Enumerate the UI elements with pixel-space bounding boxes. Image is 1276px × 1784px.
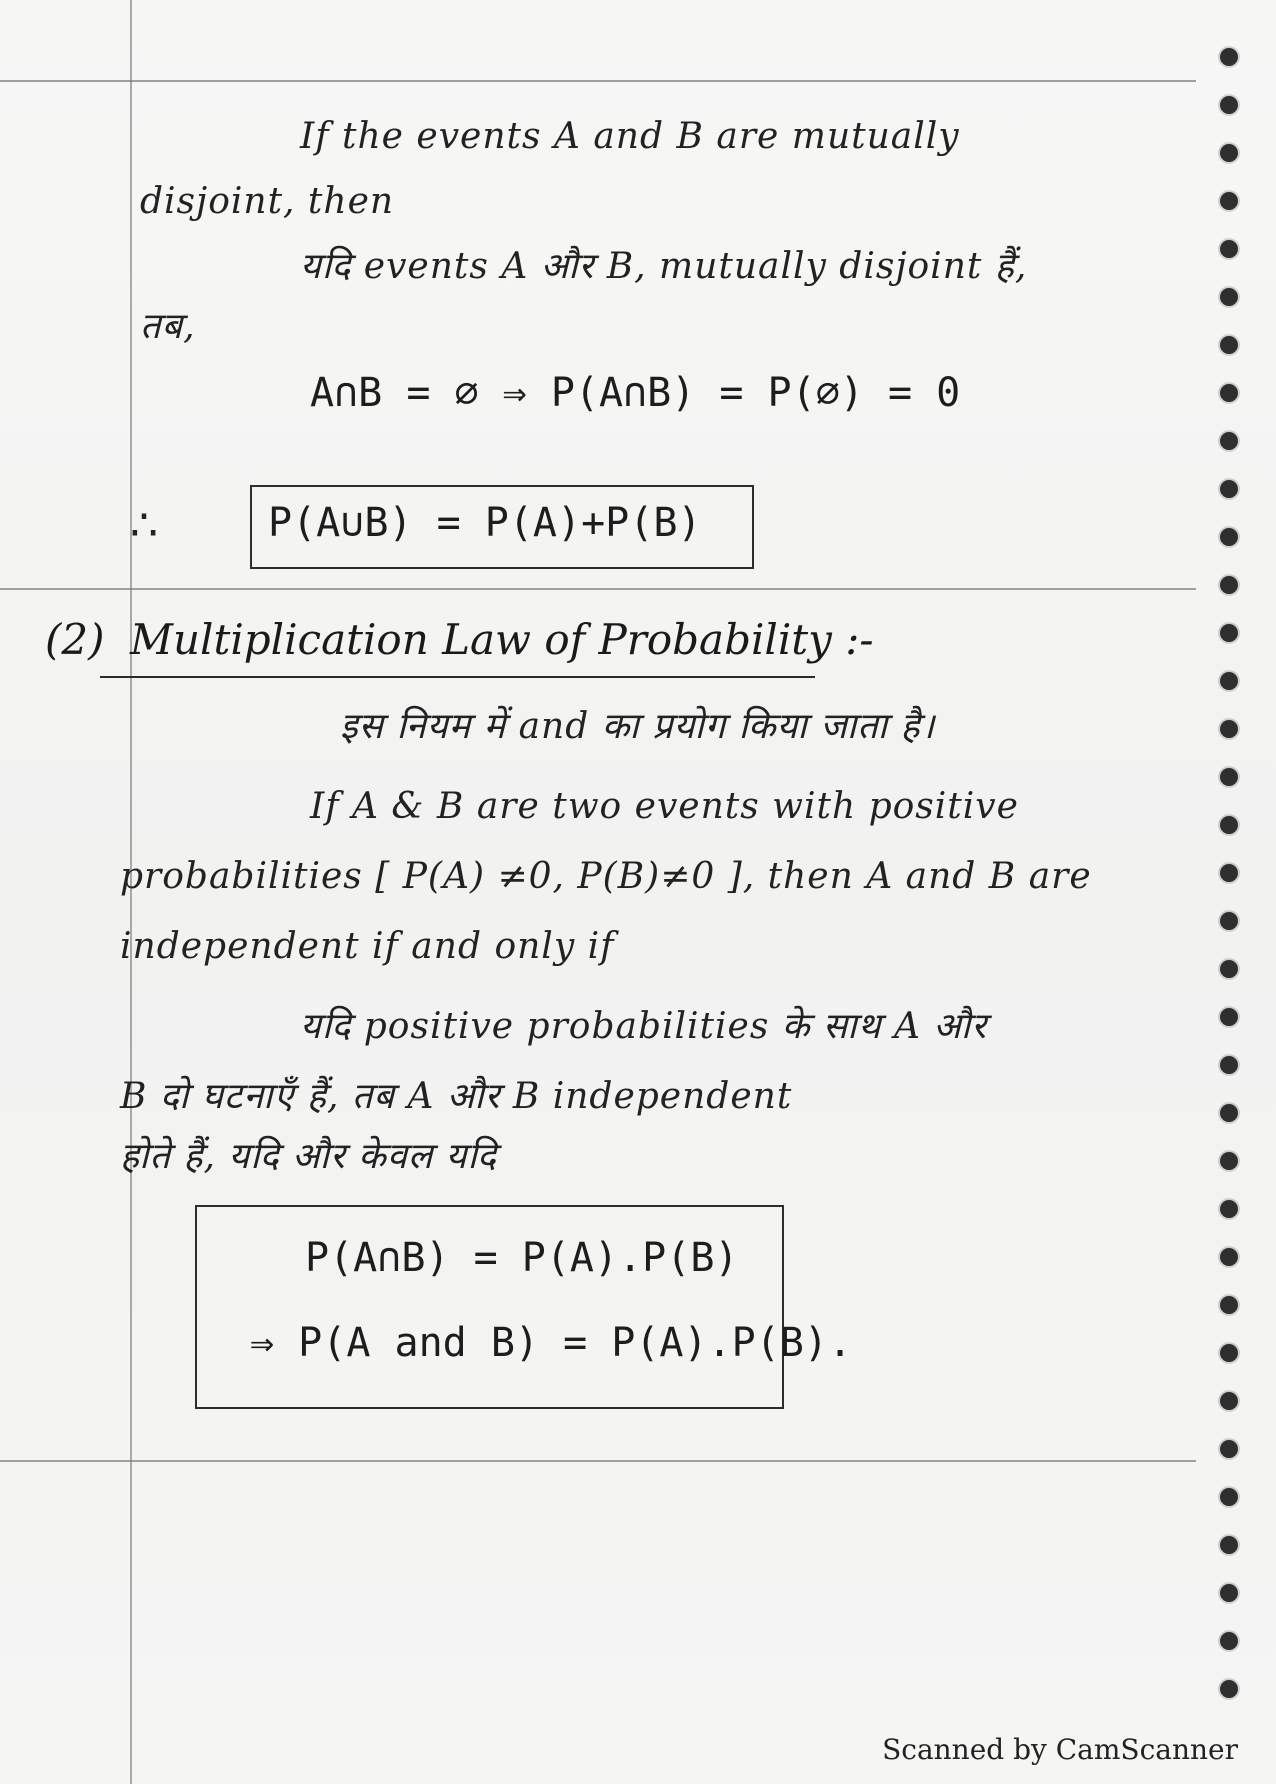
punch-hole-icon [1220, 144, 1238, 162]
section-divider-2 [0, 1460, 1196, 1462]
section-2-hindi-line: इस नियम में and का प्रयोग किया जाता है। [340, 706, 936, 747]
equation-1: A∩B = ∅ ⇒ P(A∩B) = P(∅) = 0 [310, 370, 961, 416]
top-rule [0, 80, 1196, 82]
section-2-hindi-line2: B दो घटनाएँ हैं, तब A और B independent [120, 1076, 793, 1117]
section-heading-underline [100, 676, 815, 678]
punch-hole-icon [1220, 96, 1238, 114]
punch-hole-icon [1220, 672, 1238, 690]
punch-hole-icon [1220, 1392, 1238, 1410]
punch-hole-icon [1220, 720, 1238, 738]
punch-hole-icon [1220, 240, 1238, 258]
punch-hole-icon [1220, 480, 1238, 498]
punch-hole-icon [1220, 48, 1238, 66]
section-2-english-line1: If A & B are two events with positive [310, 786, 1019, 827]
section-2-english-line3: independent if and only if [120, 926, 615, 967]
section-2-number: (2) [45, 615, 105, 664]
punch-hole-icon [1220, 384, 1238, 402]
punch-hole-icon [1220, 1536, 1238, 1554]
punch-hole-icon [1220, 624, 1238, 642]
section-2-english-line2: probabilities [ P(A) ≠0, P(B)≠0 ], then A and B are [120, 856, 1092, 897]
para1-line2: disjoint, then [140, 181, 395, 222]
therefore-symbol: ∴ [130, 500, 158, 551]
section-2-heading: Multiplication Law of Probability :- [130, 615, 874, 664]
punch-hole-icon [1220, 1008, 1238, 1026]
punch-hole-icon [1220, 1152, 1238, 1170]
section-divider-1 [0, 588, 1196, 590]
section-2-hindi-line1: यदि positive probabilities के साथ A और [300, 1006, 987, 1047]
punch-hole-icon [1220, 864, 1238, 882]
para1-line3: यदि events A और B, mutually disjoint हैं, [300, 246, 1028, 287]
boxed-formula-2-line2: ⇒ P(A and B) = P(A).P(B). [250, 1320, 853, 1366]
para1-line1: If the events A and B are mutually [300, 116, 960, 157]
punch-hole-icon [1220, 960, 1238, 978]
punch-holes [1212, 0, 1252, 1784]
punch-hole-icon [1220, 1488, 1238, 1506]
scanner-credit: Scanned by CamScanner [882, 1733, 1238, 1766]
punch-hole-icon [1220, 1296, 1238, 1314]
boxed-formula-1: P(A∪B) = P(A)+P(B) [268, 500, 702, 546]
punch-hole-icon [1220, 528, 1238, 546]
punch-hole-icon [1220, 1056, 1238, 1074]
punch-hole-icon [1220, 576, 1238, 594]
para1-line4: तब, [140, 306, 196, 347]
punch-hole-icon [1220, 1344, 1238, 1362]
punch-hole-icon [1220, 336, 1238, 354]
punch-hole-icon [1220, 1680, 1238, 1698]
punch-hole-icon [1220, 912, 1238, 930]
punch-hole-icon [1220, 1104, 1238, 1122]
punch-hole-icon [1220, 816, 1238, 834]
punch-hole-icon [1220, 288, 1238, 306]
section-2-hindi-line3: होते हैं, यदि और केवल यदि [120, 1136, 498, 1177]
punch-hole-icon [1220, 1200, 1238, 1218]
punch-hole-icon [1220, 1248, 1238, 1266]
punch-hole-icon [1220, 1632, 1238, 1650]
punch-hole-icon [1220, 192, 1238, 210]
punch-hole-icon [1220, 432, 1238, 450]
punch-hole-icon [1220, 1440, 1238, 1458]
punch-hole-icon [1220, 1584, 1238, 1602]
punch-hole-icon [1220, 768, 1238, 786]
boxed-formula-2-line1: P(A∩B) = P(A).P(B) [305, 1235, 739, 1281]
